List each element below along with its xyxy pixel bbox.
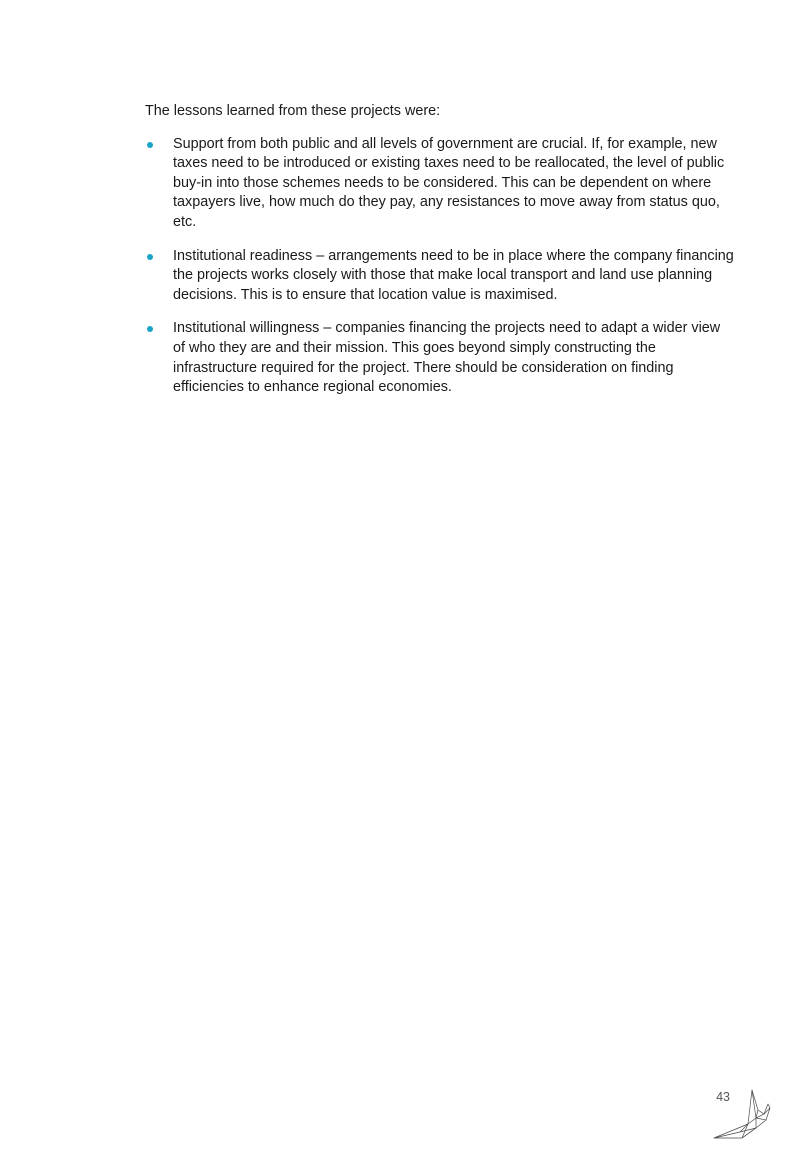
page-body bbox=[145, 102, 735, 412]
bullet-icon bbox=[147, 142, 153, 148]
list-item bbox=[145, 319, 735, 397]
list-item bbox=[145, 135, 735, 233]
lessons-list bbox=[145, 135, 735, 398]
list-item-text: Institutional willingness – companies financing the projects need to adapt a wider view of who they are and their mission. This goes beyond simply constructing the infrastructure required for the project. There should be consideration on finding efficiencies to enhance regional economies. bbox=[173, 320, 721, 396]
bullet-icon bbox=[147, 326, 153, 332]
geometric-bird-logo-icon bbox=[712, 1088, 772, 1142]
page-number: 43 bbox=[716, 1090, 730, 1104]
list-item bbox=[145, 247, 735, 306]
intro-paragraph: The lessons learned from these projects were: bbox=[145, 103, 441, 119]
bullet-icon bbox=[147, 254, 153, 260]
list-item-text: Support from both public and all levels of government are crucial. If, for example, new taxes need to be introduced or existing taxes need to be reallocated, the level of public buy-in into those schemes needs to be considered. This can be dependent on where taxpayers live, how much do they pay, any resistances to move away from status quo, etc. bbox=[173, 135, 725, 230]
list-item-text: Institutional readiness – arrangements need to be in place where the company financing the projects works closely with those that make local transport and land use planning decisions. This is to ensure that location value is maximised. bbox=[173, 247, 734, 303]
